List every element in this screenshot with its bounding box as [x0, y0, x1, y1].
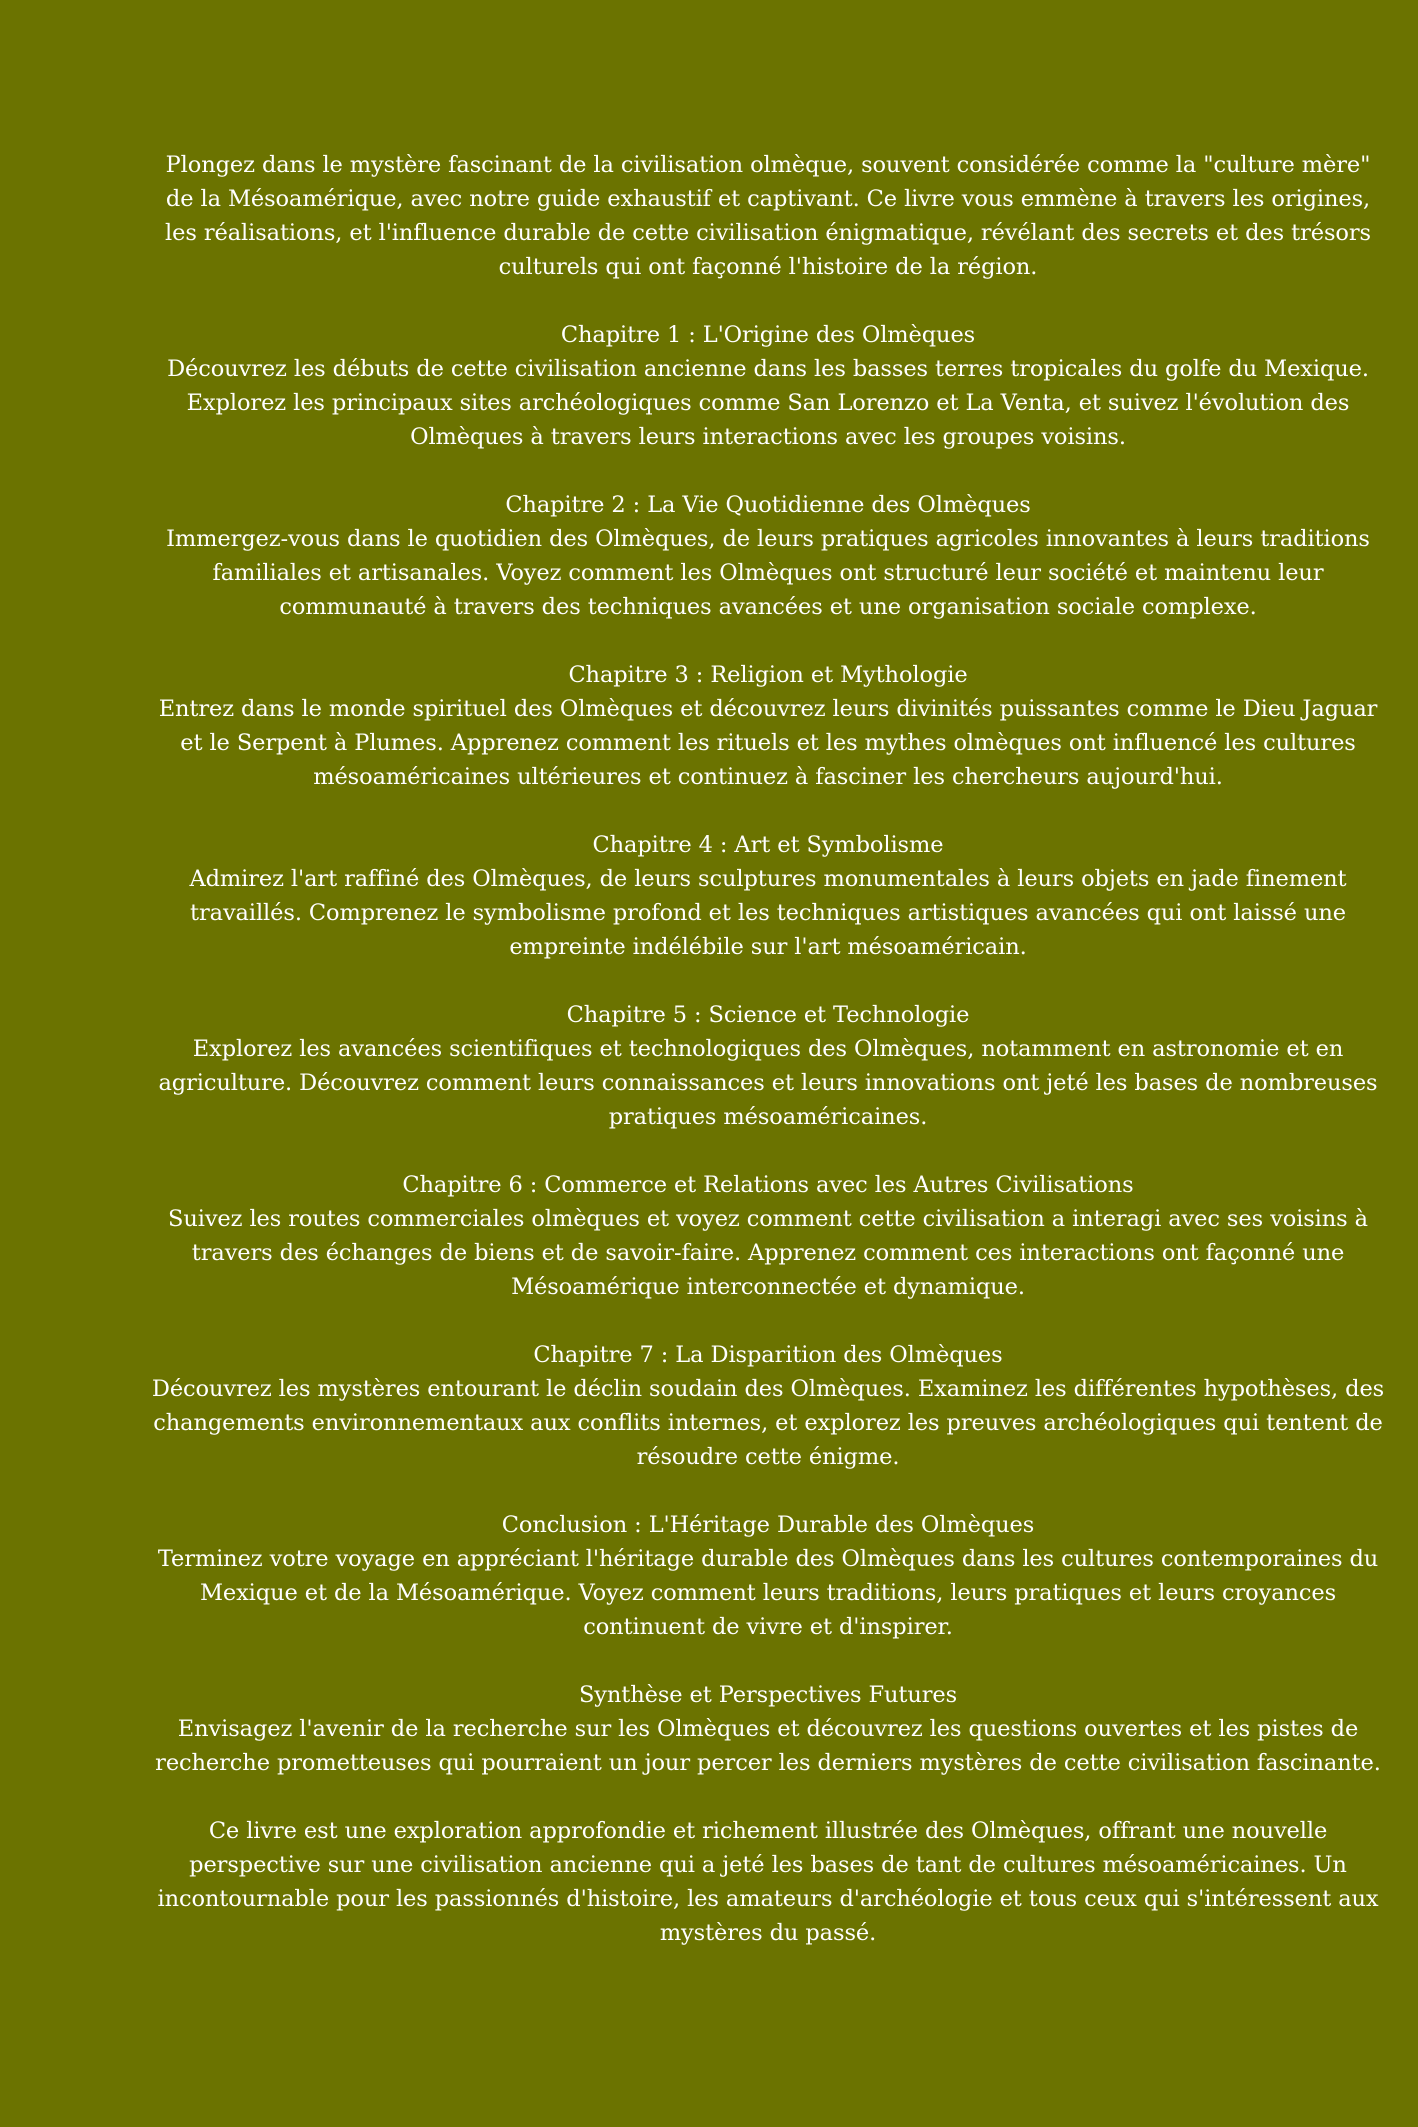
section-body: Entrez dans le monde spirituel des Olmèques et découvrez leurs divinités puissantes comme le Dieu Jaguar et le Serpent à Plumes. Apprenez comment les rituels et les mythes olmèques ont influencé les cultures mésoaméricaines ultérieures et continuez à fasciner les chercheurs aujourd'hui. [158, 696, 1378, 790]
closing-paragraph: Ce livre est une exploration approfondie et richement illustrée des Olmèques, offrant une nouvelle perspective sur une civilisation ancienne qui a jeté les bases de tant de cultures mésoaméricaines. Un incontournable pour les passionnés d'histoire, les amateurs d'archéologie et tous ceux qui s'intéressent aux mystères du passé. [157, 1818, 1379, 1946]
section-body: Admirez l'art raffiné des Olmèques, de leurs sculptures monumentales à leurs objets en jade finement travaillés. Comprenez le symbolisme profond et les techniques artistiques avancées qui ont laissé une empreinte indélébile sur l'art mésoaméricain. [189, 866, 1347, 960]
section-title: Chapitre 7 : La Disparition des Olmèques [533, 1342, 1003, 1368]
section-chapter-6 [150, 1168, 1386, 1304]
section-body: Immergez-vous dans le quotidien des Olmèques, de leurs pratiques agricoles innovantes à leurs traditions familiales et artisanales. Voyez comment les Olmèques ont structuré leur société et maintenu leur communauté à travers des techniques avancées et une organisation sociale complexe. [166, 526, 1370, 620]
intro-paragraph: Plongez dans le mystère fascinant de la civilisation olmèque, souvent considérée comme la "culture mère" de la Mésoamérique, avec notre guide exhaustif et captivant. Ce livre vous emmène à travers les origines, les réalisations, et l'influence durable de cette civilisation énigmatique, révélant des secrets et des trésors culturels qui ont façonné l'histoire de la région. [165, 152, 1371, 280]
section-body: Terminez votre voyage en appréciant l'héritage durable des Olmèques dans les cultures contemporaines du Mexique et de la Mésoamérique. Voyez comment leurs traditions, leurs pratiques et leurs croyances continuent de vivre et d'inspirer. [157, 1546, 1379, 1640]
section-title: Chapitre 3 : Religion et Mythologie [568, 662, 968, 688]
section-title: Chapitre 4 : Art et Symbolisme [592, 832, 944, 858]
section-title: Chapitre 2 : La Vie Quotidienne des Olmèques [505, 492, 1031, 518]
section-body: Découvrez les mystères entourant le déclin soudain des Olmèques. Examinez les différentes hypothèses, des changements environnementaux aux conflits internes, et explorez les preuves archéologiques qui tentent de résoudre cette énigme. [151, 1376, 1385, 1470]
section-title: Conclusion : L'Héritage Durable des Olmèques [501, 1512, 1035, 1538]
section-title: Chapitre 1 : L'Origine des Olmèques [560, 322, 976, 348]
section-conclusion [150, 1508, 1386, 1644]
section-synthesis [150, 1678, 1386, 1780]
book-description [150, 148, 1386, 1984]
section-title: Chapitre 5 : Science et Technologie [566, 1002, 970, 1028]
section-chapter-2 [150, 488, 1386, 624]
section-title: Chapitre 6 : Commerce et Relations avec les Autres Civilisations [402, 1172, 1134, 1198]
section-body: Suivez les routes commerciales olmèques et voyez comment cette civilisation a interagi avec ses voisins à travers des échanges de biens et de savoir-faire. Apprenez comment ces interactions ont façonné une Mésoamérique interconnectée et dynamique. [168, 1206, 1368, 1300]
section-body: Découvrez les débuts de cette civilisation ancienne dans les basses terres tropicales du golfe du Mexique. Explorez les principaux sites archéologiques comme San Lorenzo et La Venta, et suivez l'évolution des Olmèques à travers leurs interactions avec les groupes voisins. [167, 356, 1369, 450]
section-chapter-7 [150, 1338, 1386, 1474]
section-body: Envisagez l'avenir de la recherche sur les Olmèques et découvrez les questions ouvertes et les pistes de recherche prometteuses qui pourraient un jour percer les derniers mystères de cette civilisation fascinante. [155, 1716, 1381, 1776]
section-chapter-3 [150, 658, 1386, 794]
section-chapter-4 [150, 828, 1386, 964]
section-body: Explorez les avancées scientifiques et technologiques des Olmèques, notamment en astronomie et en agriculture. Découvrez comment leurs connaissances et leurs innovations ont jeté les bases de nombreuses pratiques mésoaméricaines. [158, 1036, 1378, 1130]
section-chapter-1 [150, 318, 1386, 454]
section-chapter-5 [150, 998, 1386, 1134]
section-title: Synthèse et Perspectives Futures [578, 1682, 958, 1708]
